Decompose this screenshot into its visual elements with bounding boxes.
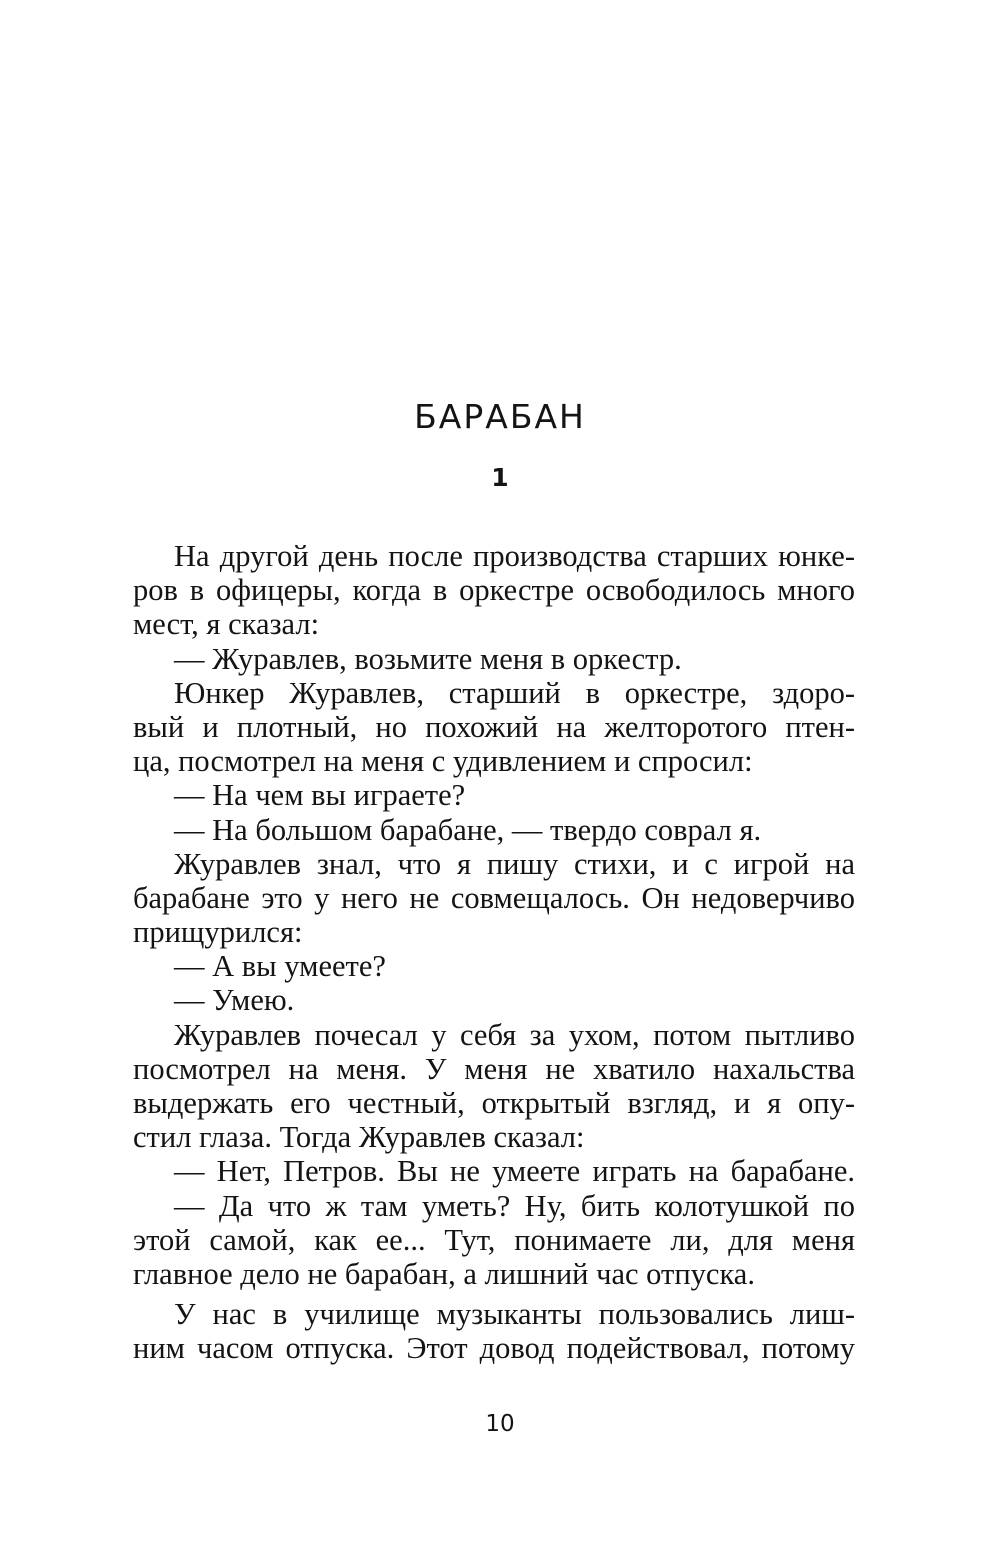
text-line: Журавлев знал, что я пишу стихи, и с игрой на [174,846,855,881]
text-line: — Журавлев, возьмите меня в оркестр. [174,641,682,676]
text-line: — На большом барабане, — твердо соврал я. [174,812,762,847]
text-line: выдержать его честный, открытый взгляд, и я опу- [133,1086,855,1120]
text-line: — Да что ж там уметь? Ну, бить колотушкой по [174,1188,855,1223]
text-line: главное дело не барабан, а лишний час отпуска. [133,1256,755,1291]
text-line: — А вы умеете? [174,949,386,984]
chapter-title: БАРАБАН [414,397,586,436]
text-line: — Нет, Петров. Вы не умеете играть на барабане. [174,1154,855,1189]
text-line: ров в офицеры, когда в оркестре освободилось много [133,573,855,608]
text-line: Юнкер Журавлев, старший в оркестре, здоро- [174,675,855,710]
text-line: — Умею. [174,983,295,1018]
text-line: мест, я сказал: [133,607,320,642]
text-line: этой самой, как ее... Тут, понимаете ли, для меня [133,1222,855,1257]
text-line: На другой день после производства старших юнке- [174,539,855,573]
text-line: — На чем вы играете? [174,778,466,813]
text-line: ним часом отпуска. Этот довод подействовал, потому [133,1331,855,1366]
page-number: 10 [485,1411,515,1437]
text-line: У нас в училище музыканты пользовались лиш- [174,1297,855,1332]
body-text [133,539,855,1366]
text-line: Журавлев почесал у себя за ухом, потом пытливо [174,1017,855,1052]
text-line: стил глаза. Тогда Журавлев сказал: [133,1120,585,1155]
text-line: барабане это у него не совмещалось. Он недоверчиво [133,880,855,915]
text-line: ца, посмотрел на меня с удивлением и спросил: [133,744,753,779]
section-number: 1 [491,463,509,492]
text-line: вый и плотный, но похожий на желторотого птен- [133,709,855,744]
text-line: прищурился: [133,915,303,950]
text-line: посмотрел на меня. У меня не хватило нахальства [133,1051,855,1086]
